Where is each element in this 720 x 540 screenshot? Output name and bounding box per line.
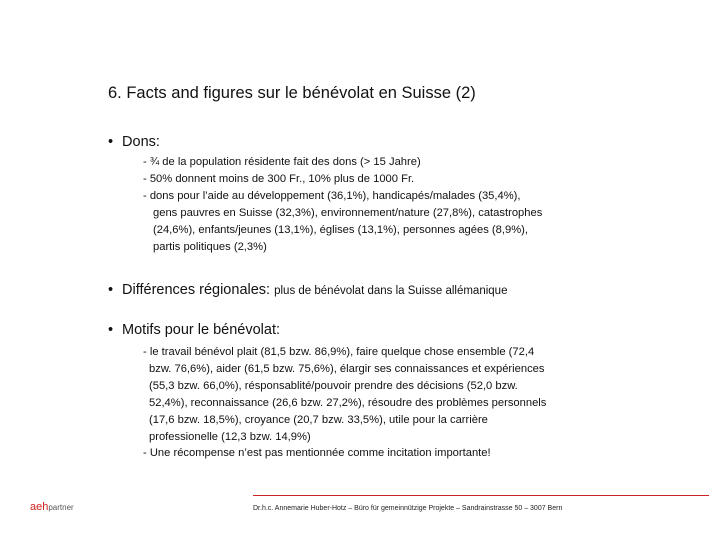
bullet-dot-icon: •: [108, 322, 114, 338]
footer-divider: [253, 495, 709, 496]
bullet-dons-label: Dons:: [122, 134, 160, 150]
logo-brand: aeh: [30, 501, 49, 513]
dons-line: - 50% donnent moins de 300 Fr., 10% plus de 1000 Fr.: [143, 172, 415, 185]
bullet-differences: [108, 282, 507, 298]
bullet-dons: [108, 134, 160, 150]
bullet-motifs-label: Motifs pour le bénévolat:: [122, 322, 281, 338]
dons-line: gens pauvres en Suisse (32,3%), environnement/nature (27,8%), catastrophes: [153, 206, 543, 219]
bullet-motifs: [108, 322, 280, 338]
dons-line: partis politiques (2,3%): [153, 240, 267, 253]
bullet-dot-icon: •: [108, 282, 114, 298]
differences-detail: plus de bénévolat dans la Suisse allémanique: [274, 285, 508, 297]
bullet-dot-icon: •: [108, 134, 114, 150]
dons-line: (24,6%), enfants/jeunes (13,1%), églises (13,1%), personnes agées (8,9%),: [153, 223, 528, 236]
aeh-partner-logo: [30, 501, 74, 513]
slide-title: 6. Facts and figures sur le bénévolat en Suisse (2): [108, 84, 476, 102]
motifs-line: professionelle (12,3 bzw. 14,9%): [149, 430, 311, 443]
logo-partner: partner: [48, 503, 74, 512]
motifs-line: bzw. 76,6%), aider (61,5 bzw. 75,6%), élargir ses connaissances et expériences: [149, 362, 545, 375]
motifs-details: [143, 344, 546, 462]
footer-text: Dr.h.c. Annemarie Huber-Hotz – Büro für gemeinnützige Projekte – Sandrainstrasse 50 – 3007 Bern: [253, 505, 563, 512]
bullet-differences-label: Différences régionales:: [122, 282, 271, 298]
motifs-line: (55,3 bzw. 66,0%), résponsablité/pouvoir prendre des décisions (52,0 bzw.: [149, 379, 518, 392]
motifs-line: - le travail bénévol plait (81,5 bzw. 86,9%), faire quelque chose ensemble (72,4: [143, 346, 535, 358]
dons-line: - ¾ de la population résidente fait des dons (> 15 Jahre): [143, 156, 421, 168]
dons-details: [143, 154, 542, 255]
motifs-line: (17,6 bzw. 18,5%), croyance (20,7 bzw. 33,5%), utile pour la carrière: [149, 413, 488, 426]
dons-line: - dons pour l’aide au développement (36,1%), handicapés/malades (35,4%),: [143, 189, 521, 202]
motifs-line: 52,4%), reconnaissance (26,6 bzw. 27,2%), résoudre des problèmes personnels: [149, 396, 547, 409]
motifs-line: - Une récompense n’est pas mentionnée comme incitation importante!: [143, 447, 491, 460]
